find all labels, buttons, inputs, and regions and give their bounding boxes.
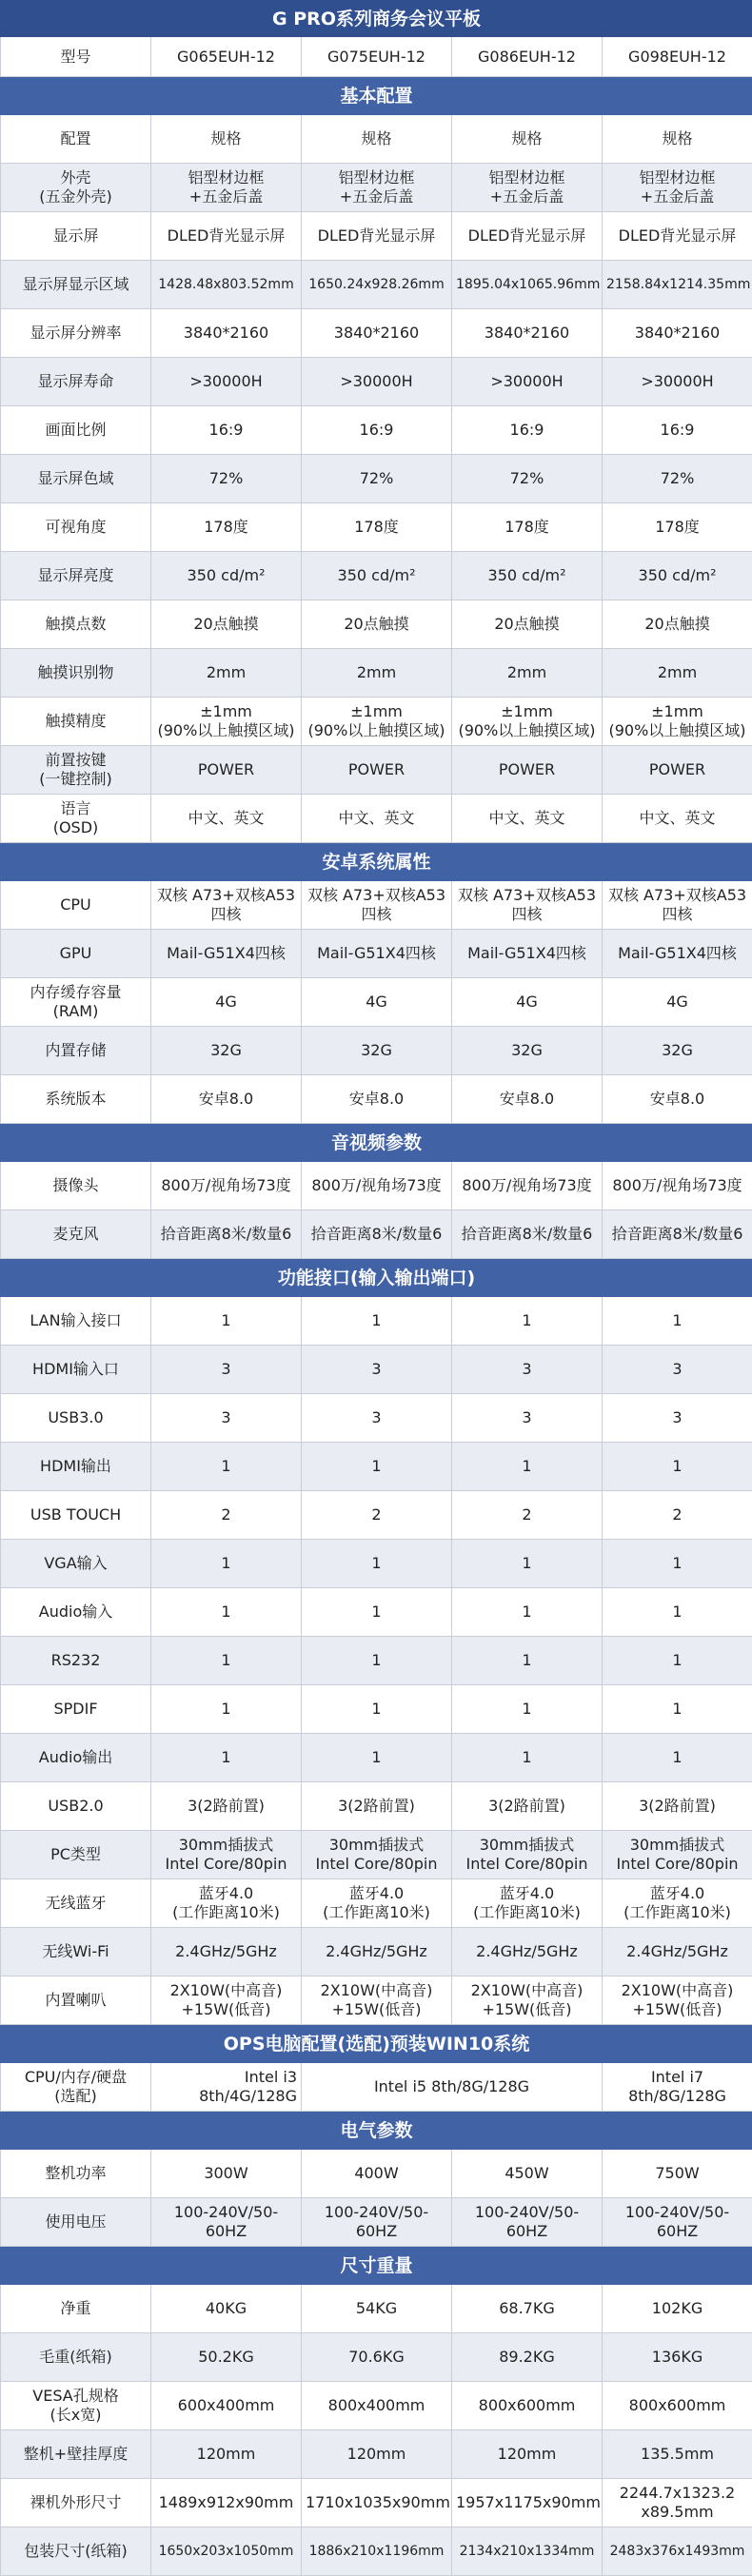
spec-value: 1 xyxy=(302,1297,452,1346)
spec-value: 2.4GHz/5GHz xyxy=(452,1928,603,1976)
spec-value: 规格 xyxy=(452,115,603,164)
spec-value: 32G xyxy=(452,1027,603,1075)
row-label: 内置存储 xyxy=(1,1027,151,1075)
table-row xyxy=(1,1879,752,1928)
spec-value: 2X10W(中高音) +15W(低音) xyxy=(603,1976,752,2025)
spec-value: 2483x376x1493mm xyxy=(603,2527,752,2576)
row-label: 触摸点数 xyxy=(1,600,151,649)
spec-value: ±1mm (90%以上触摸区域) xyxy=(302,698,452,746)
spec-value: 3 xyxy=(452,1394,603,1443)
spec-value: 1 xyxy=(151,1637,302,1685)
spec-value: 178度 xyxy=(452,503,603,552)
spec-value: 178度 xyxy=(603,503,752,552)
spec-value: 1 xyxy=(151,1588,302,1637)
spec-value: 1 xyxy=(603,1588,752,1637)
section-title: 电气参数 xyxy=(1,2112,752,2150)
spec-value: 拾音距离8米/数量6 xyxy=(151,1210,302,1259)
section-header-row xyxy=(1,1124,752,1162)
spec-value: 中文、英文 xyxy=(302,795,452,843)
spec-value: POWER xyxy=(151,746,302,795)
spec-value: 30mm插拔式 Intel Core/80pin xyxy=(302,1831,452,1879)
table-row xyxy=(1,1394,752,1443)
row-label: 显示屏分辨率 xyxy=(1,309,151,358)
spec-value: 20点触摸 xyxy=(302,600,452,649)
spec-value: 1 xyxy=(151,1443,302,1491)
spec-value: 3 xyxy=(302,1394,452,1443)
spec-value: 350 cd/m² xyxy=(151,552,302,600)
row-label: 显示屏亮度 xyxy=(1,552,151,600)
spec-value: 蓝牙4.0 (工作距离10米) xyxy=(452,1879,603,1928)
spec-value: 拾音距离8米/数量6 xyxy=(452,1210,603,1259)
spec-value: 2mm xyxy=(603,649,752,698)
spec-value: 3 xyxy=(603,1394,752,1443)
spec-value: 3 xyxy=(603,1346,752,1394)
row-label: 无线Wi-Fi xyxy=(1,1928,151,1976)
table-row xyxy=(1,1162,752,1210)
spec-value: 800万/视角场73度 xyxy=(452,1162,603,1210)
section-title: 功能接口(输入输出端口) xyxy=(1,1259,752,1297)
row-label: USB3.0 xyxy=(1,1394,151,1443)
table-row xyxy=(1,1976,752,2025)
spec-value: 中文、英文 xyxy=(603,795,752,843)
table-row xyxy=(1,2198,752,2247)
spec-value: 1886x210x1196mm xyxy=(302,2527,452,2576)
table-row xyxy=(1,212,752,261)
spec-value: 2.4GHz/5GHz xyxy=(151,1928,302,1976)
row-label: 麦克风 xyxy=(1,1210,151,1259)
table-row xyxy=(1,1027,752,1075)
spec-value: >30000H xyxy=(452,358,603,406)
spec-value: 68.7KG xyxy=(452,2285,603,2333)
spec-value: 1 xyxy=(302,1685,452,1734)
model-name: G065EUH-12 xyxy=(151,37,302,77)
spec-value: 178度 xyxy=(151,503,302,552)
spec-value: 800x400mm xyxy=(302,2382,452,2430)
spec-value: 3 xyxy=(452,1346,603,1394)
row-label: 外壳 (五金外壳) xyxy=(1,164,151,212)
spec-value: 1 xyxy=(151,1297,302,1346)
model-header-label: 型号 xyxy=(1,37,151,77)
spec-value: 120mm xyxy=(452,2430,603,2479)
spec-value: 1 xyxy=(603,1685,752,1734)
spec-value: 800x600mm xyxy=(603,2382,752,2430)
spec-value: 178度 xyxy=(302,503,452,552)
spec-value: >30000H xyxy=(302,358,452,406)
spec-value: 2 xyxy=(452,1491,603,1540)
table-title-row xyxy=(1,1,752,37)
spec-value: 1 xyxy=(302,1734,452,1782)
table-row xyxy=(1,2382,752,2430)
spec-value: 中文、英文 xyxy=(151,795,302,843)
spec-value: DLED背光显示屏 xyxy=(302,212,452,261)
spec-value: 铝型材边框 +五金后盖 xyxy=(151,164,302,212)
row-label: 显示屏显示区域 xyxy=(1,261,151,309)
spec-value: 750W xyxy=(603,2150,752,2198)
spec-value: 2244.7x1323.2 x89.5mm xyxy=(603,2479,752,2527)
spec-value: 1957x1175x90mm xyxy=(452,2479,603,2527)
spec-value: 16:9 xyxy=(302,406,452,455)
row-label: 裸机外形尺寸 xyxy=(1,2479,151,2527)
spec-value: Mail-G51X4四核 xyxy=(603,930,752,978)
row-label: 前置按键 (一键控制) xyxy=(1,746,151,795)
spec-value: 1 xyxy=(151,1540,302,1588)
row-label: GPU xyxy=(1,930,151,978)
row-label: 无线蓝牙 xyxy=(1,1879,151,1928)
table-row xyxy=(1,1782,752,1831)
spec-value: 1 xyxy=(452,1540,603,1588)
spec-value: POWER xyxy=(603,746,752,795)
row-label: 内置喇叭 xyxy=(1,1976,151,2025)
table-row xyxy=(1,1297,752,1346)
spec-value: 1 xyxy=(302,1588,452,1637)
spec-value: 铝型材边框 +五金后盖 xyxy=(452,164,603,212)
row-label: LAN输入接口 xyxy=(1,1297,151,1346)
table-row xyxy=(1,503,752,552)
spec-value: 2X10W(中高音) +15W(低音) xyxy=(452,1976,603,2025)
spec-value: 1 xyxy=(452,1734,603,1782)
row-label: 触摸识别物 xyxy=(1,649,151,698)
row-label: 使用电压 xyxy=(1,2198,151,2247)
spec-value: DLED背光显示屏 xyxy=(452,212,603,261)
spec-value: 1 xyxy=(452,1443,603,1491)
table-row xyxy=(1,746,752,795)
spec-value: 2134x210x1334mm xyxy=(452,2527,603,2576)
spec-value: 1 xyxy=(452,1297,603,1346)
spec-value: 300W xyxy=(151,2150,302,2198)
row-label: 净重 xyxy=(1,2285,151,2333)
spec-value: 350 cd/m² xyxy=(603,552,752,600)
table-row xyxy=(1,2430,752,2479)
spec-value: 30mm插拔式 Intel Core/80pin xyxy=(151,1831,302,1879)
spec-value: 规格 xyxy=(151,115,302,164)
spec-value: 1710x1035x90mm xyxy=(302,2479,452,2527)
spec-value: 136KG xyxy=(603,2333,752,2382)
spec-value: Intel i7 8th/8G/128G xyxy=(603,2063,752,2112)
spec-value: 1489x912x90mm xyxy=(151,2479,302,2527)
spec-value: 安卓8.0 xyxy=(452,1075,603,1124)
table-row xyxy=(1,2527,752,2576)
table-row xyxy=(1,261,752,309)
spec-value: 4G xyxy=(603,978,752,1027)
spec-value: 120mm xyxy=(302,2430,452,2479)
spec-value: 4G xyxy=(151,978,302,1027)
spec-value: 铝型材边框 +五金后盖 xyxy=(603,164,752,212)
table-row xyxy=(1,600,752,649)
spec-value: 1 xyxy=(603,1540,752,1588)
spec-value: Mail-G51X4四核 xyxy=(151,930,302,978)
row-label: SPDIF xyxy=(1,1685,151,1734)
section-header-row xyxy=(1,2025,752,2063)
spec-value: 54KG xyxy=(302,2285,452,2333)
spec-value: 2 xyxy=(603,1491,752,1540)
spec-value: 2mm xyxy=(151,649,302,698)
table-row xyxy=(1,2333,752,2382)
row-label: 系统版本 xyxy=(1,1075,151,1124)
model-header-row xyxy=(1,37,752,77)
spec-value: 2mm xyxy=(452,649,603,698)
spec-value: 3(2路前置) xyxy=(603,1782,752,1831)
table-row xyxy=(1,795,752,843)
spec-value: 120mm xyxy=(151,2430,302,2479)
spec-value: 1 xyxy=(452,1637,603,1685)
row-label: USB2.0 xyxy=(1,1782,151,1831)
table-row xyxy=(1,698,752,746)
table-row xyxy=(1,1540,752,1588)
spec-value: 135.5mm xyxy=(603,2430,752,2479)
spec-value: 350 cd/m² xyxy=(452,552,603,600)
spec-value: 1 xyxy=(603,1734,752,1782)
spec-value: 100-240V/50-60HZ xyxy=(452,2198,603,2247)
section-header-row xyxy=(1,2247,752,2285)
spec-value: 1650x203x1050mm xyxy=(151,2527,302,2576)
spec-value: 4G xyxy=(302,978,452,1027)
spec-value: 20点触摸 xyxy=(452,600,603,649)
spec-value: 2X10W(中高音) +15W(低音) xyxy=(302,1976,452,2025)
spec-value: 2mm xyxy=(302,649,452,698)
spec-value: 800万/视角场73度 xyxy=(603,1162,752,1210)
spec-value: 3840*2160 xyxy=(452,309,603,358)
spec-value: 800x600mm xyxy=(452,2382,603,2430)
table-row xyxy=(1,930,752,978)
table-row xyxy=(1,649,752,698)
spec-value: 3840*2160 xyxy=(151,309,302,358)
section-title: OPS电脑配置(选配)预装WIN10系统 xyxy=(1,2025,752,2063)
section-header-row xyxy=(1,2112,752,2150)
row-label: VGA输入 xyxy=(1,1540,151,1588)
table-row xyxy=(1,881,752,930)
table-row xyxy=(1,1210,752,1259)
table-row xyxy=(1,115,752,164)
spec-value: 72% xyxy=(151,455,302,503)
spec-value: 2 xyxy=(302,1491,452,1540)
spec-value: 102KG xyxy=(603,2285,752,2333)
spec-value: 1 xyxy=(302,1637,452,1685)
spec-value: 16:9 xyxy=(603,406,752,455)
table-row xyxy=(1,455,752,503)
spec-value: Intel i3 8th/4G/128G xyxy=(151,2063,302,2112)
spec-value: >30000H xyxy=(603,358,752,406)
spec-value: 30mm插拔式 Intel Core/80pin xyxy=(452,1831,603,1879)
spec-value: 3840*2160 xyxy=(302,309,452,358)
spec-value: 双核 A73+双核A53 四核 xyxy=(302,881,452,930)
spec-value: 1 xyxy=(452,1588,603,1637)
spec-value: 70.6KG xyxy=(302,2333,452,2382)
row-label: Audio输出 xyxy=(1,1734,151,1782)
row-label: 显示屏色域 xyxy=(1,455,151,503)
row-label: CPU xyxy=(1,881,151,930)
spec-value: 100-240V/50-60HZ xyxy=(151,2198,302,2247)
spec-value: 蓝牙4.0 (工作距离10米) xyxy=(603,1879,752,1928)
table-row xyxy=(1,164,752,212)
row-label: 摄像头 xyxy=(1,1162,151,1210)
row-label: USB TOUCH xyxy=(1,1491,151,1540)
spec-value: 中文、英文 xyxy=(452,795,603,843)
row-label: 画面比例 xyxy=(1,406,151,455)
spec-value: 拾音距离8米/数量6 xyxy=(302,1210,452,1259)
spec-value: 100-240V/50-60HZ xyxy=(302,2198,452,2247)
table-row xyxy=(1,2150,752,2198)
spec-value: 3 xyxy=(151,1346,302,1394)
spec-value: 1895.04x1065.96mm xyxy=(452,261,603,309)
spec-value: 1 xyxy=(603,1637,752,1685)
spec-value: >30000H xyxy=(151,358,302,406)
model-name: G075EUH-12 xyxy=(302,37,452,77)
row-label: 显示屏寿命 xyxy=(1,358,151,406)
table-row xyxy=(1,2063,752,2112)
spec-value: ±1mm (90%以上触摸区域) xyxy=(452,698,603,746)
spec-value: 规格 xyxy=(302,115,452,164)
row-label: 整机功率 xyxy=(1,2150,151,2198)
spec-value: 2X10W(中高音) +15W(低音) xyxy=(151,1976,302,2025)
table-title: G PRO系列商务会议平板 xyxy=(1,1,752,37)
row-label: 整机+壁挂厚度 xyxy=(1,2430,151,2479)
row-label: 配置 xyxy=(1,115,151,164)
spec-value: 1 xyxy=(151,1734,302,1782)
spec-value: 72% xyxy=(302,455,452,503)
section-title: 音视频参数 xyxy=(1,1124,752,1162)
spec-value: 72% xyxy=(603,455,752,503)
spec-value: 1 xyxy=(151,1685,302,1734)
spec-value: 2158.84x1214.35mm xyxy=(603,261,752,309)
table-row xyxy=(1,309,752,358)
table-row xyxy=(1,1734,752,1782)
spec-value: 规格 xyxy=(603,115,752,164)
spec-value: 20点触摸 xyxy=(151,600,302,649)
table-row xyxy=(1,2285,752,2333)
table-row xyxy=(1,1588,752,1637)
section-title: 基本配置 xyxy=(1,77,752,115)
table-row xyxy=(1,552,752,600)
spec-value: 3 xyxy=(151,1394,302,1443)
table-row xyxy=(1,2479,752,2527)
spec-value: 20点触摸 xyxy=(603,600,752,649)
row-label: CPU/内存/硬盘 (选配) xyxy=(1,2063,151,2112)
table-row xyxy=(1,1491,752,1540)
spec-value: 2.4GHz/5GHz xyxy=(302,1928,452,1976)
spec-value: 1428.48x803.52mm xyxy=(151,261,302,309)
spec-value: ±1mm (90%以上触摸区域) xyxy=(151,698,302,746)
table-row xyxy=(1,406,752,455)
section-header-row xyxy=(1,77,752,115)
spec-value: 1650.24x928.26mm xyxy=(302,261,452,309)
spec-value: 铝型材边框 +五金后盖 xyxy=(302,164,452,212)
spec-value: Mail-G51X4四核 xyxy=(302,930,452,978)
spec-value: 450W xyxy=(452,2150,603,2198)
spec-value: 蓝牙4.0 (工作距离10米) xyxy=(302,1879,452,1928)
spec-value: 2 xyxy=(151,1491,302,1540)
spec-value: 3840*2160 xyxy=(603,309,752,358)
spec-value: 蓝牙4.0 (工作距离10米) xyxy=(151,1879,302,1928)
spec-value: 1 xyxy=(452,1685,603,1734)
spec-value: 双核 A73+双核A53 四核 xyxy=(151,881,302,930)
spec-value: DLED背光显示屏 xyxy=(603,212,752,261)
table-row xyxy=(1,1443,752,1491)
spec-value: 800万/视角场73度 xyxy=(302,1162,452,1210)
row-label: RS232 xyxy=(1,1637,151,1685)
row-label: 毛重(纸箱) xyxy=(1,2333,151,2382)
section-header-row xyxy=(1,1259,752,1297)
row-label: 语言 (OSD) xyxy=(1,795,151,843)
spec-value: 16:9 xyxy=(151,406,302,455)
spec-value: 40KG xyxy=(151,2285,302,2333)
spec-value: 双核 A73+双核A53 四核 xyxy=(452,881,603,930)
spec-value: 1 xyxy=(302,1540,452,1588)
row-label: Audio输入 xyxy=(1,1588,151,1637)
spec-value: 1 xyxy=(302,1443,452,1491)
spec-value: 100-240V/50-60HZ xyxy=(603,2198,752,2247)
spec-value: 4G xyxy=(452,978,603,1027)
table-row xyxy=(1,978,752,1027)
row-label: 包装尺寸(纸箱) xyxy=(1,2527,151,2576)
spec-value: POWER xyxy=(452,746,603,795)
spec-value: 600x400mm xyxy=(151,2382,302,2430)
spec-value: 30mm插拔式 Intel Core/80pin xyxy=(603,1831,752,1879)
spec-value: 50.2KG xyxy=(151,2333,302,2382)
table-row xyxy=(1,1685,752,1734)
row-label: 触摸精度 xyxy=(1,698,151,746)
table-row xyxy=(1,1831,752,1879)
spec-value: ±1mm (90%以上触摸区域) xyxy=(603,698,752,746)
spec-value: 72% xyxy=(452,455,603,503)
spec-value: 32G xyxy=(151,1027,302,1075)
row-label: HDMI输入口 xyxy=(1,1346,151,1394)
spec-value: Intel i5 8th/8G/128G xyxy=(302,2063,603,2112)
row-label: VESA孔规格 (长x宽) xyxy=(1,2382,151,2430)
model-name: G098EUH-12 xyxy=(603,37,752,77)
section-title: 尺寸重量 xyxy=(1,2247,752,2285)
spec-value: POWER xyxy=(302,746,452,795)
spec-value: 安卓8.0 xyxy=(603,1075,752,1124)
spec-value: 800万/视角场73度 xyxy=(151,1162,302,1210)
spec-value: 安卓8.0 xyxy=(302,1075,452,1124)
row-label: PC类型 xyxy=(1,1831,151,1879)
spec-value: 3(2路前置) xyxy=(302,1782,452,1831)
spec-value: 400W xyxy=(302,2150,452,2198)
spec-value: DLED背光显示屏 xyxy=(151,212,302,261)
row-label: HDMI输出 xyxy=(1,1443,151,1491)
model-name: G086EUH-12 xyxy=(452,37,603,77)
row-label: 内存缓存容量 (RAM) xyxy=(1,978,151,1027)
spec-value: 1 xyxy=(603,1443,752,1491)
table-row xyxy=(1,1928,752,1976)
spec-value: 89.2KG xyxy=(452,2333,603,2382)
spec-value: 32G xyxy=(603,1027,752,1075)
table-row xyxy=(1,1075,752,1124)
table-row xyxy=(1,1346,752,1394)
spec-value: 2.4GHz/5GHz xyxy=(603,1928,752,1976)
section-header-row xyxy=(1,843,752,881)
table-row xyxy=(1,1637,752,1685)
spec-value: 3(2路前置) xyxy=(151,1782,302,1831)
spec-value: Mail-G51X4四核 xyxy=(452,930,603,978)
spec-value: 3 xyxy=(302,1346,452,1394)
spec-value: 350 cd/m² xyxy=(302,552,452,600)
spec-value: 1 xyxy=(603,1297,752,1346)
spec-value: 3(2路前置) xyxy=(452,1782,603,1831)
spec-value: 拾音距离8米/数量6 xyxy=(603,1210,752,1259)
spec-value: 双核 A73+双核A53 四核 xyxy=(603,881,752,930)
row-label: 显示屏 xyxy=(1,212,151,261)
spec-value: 安卓8.0 xyxy=(151,1075,302,1124)
section-title: 安卓系统属性 xyxy=(1,843,752,881)
row-label: 可视角度 xyxy=(1,503,151,552)
spec-value: 16:9 xyxy=(452,406,603,455)
table-row xyxy=(1,358,752,406)
spec-value: 32G xyxy=(302,1027,452,1075)
